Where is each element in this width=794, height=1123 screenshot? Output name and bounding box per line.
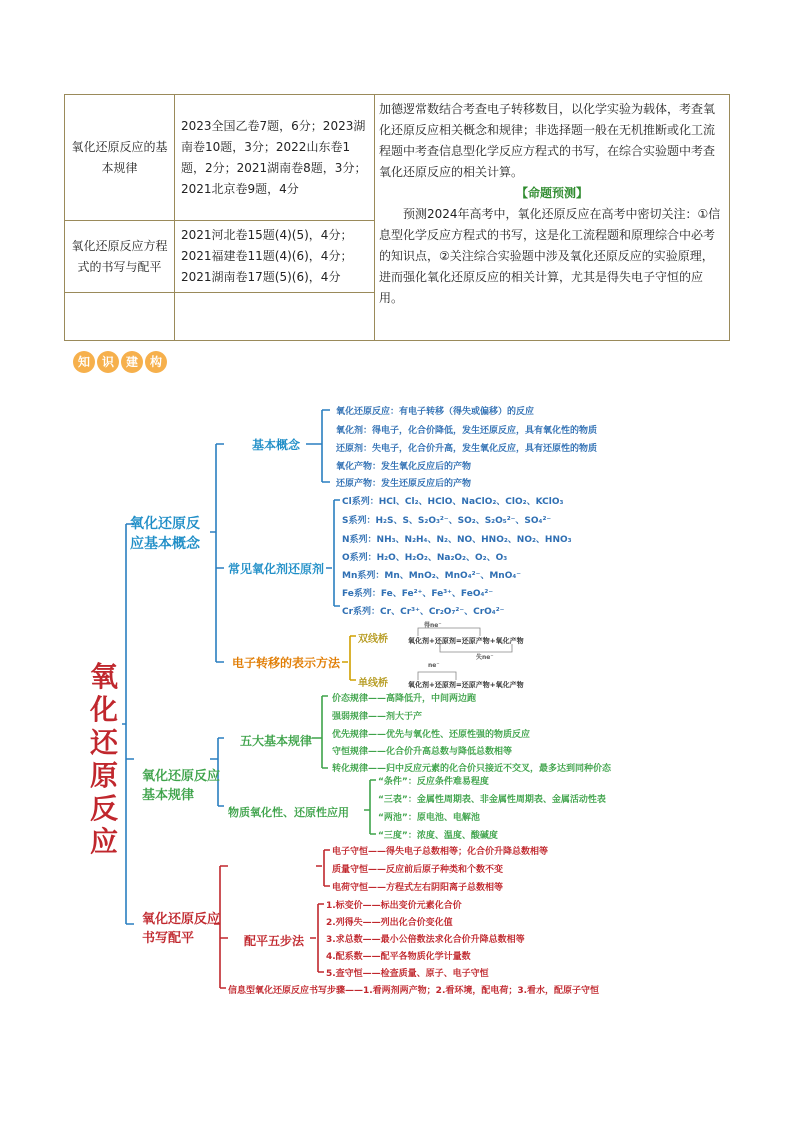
branch-balancing: 氧化还原反应书写配平 — [142, 912, 221, 946]
agent-series: Cr系列：Cr、Cr³⁺、Cr₂O₇²⁻、CrO₄²⁻ — [342, 607, 505, 617]
ne-label: ne⁻ — [428, 662, 440, 669]
section-badge-char: 知 — [73, 351, 95, 373]
agent-series: Mn系列：Mn、MnO₂、MnO₄²⁻、MnO₄⁻ — [342, 571, 522, 581]
concept-item: 还原产物：发生还原反应后的产物 — [336, 479, 472, 489]
rule-item: 转化规律——归中反应元素的化合价只接近不交叉，最多达到同种价态 — [332, 764, 612, 774]
section-badge-char: 建 — [121, 351, 143, 373]
five-rules-title: 五大基本规律 — [240, 734, 313, 748]
branch-basic-concepts: 氧化还原反应基本概念 — [130, 516, 200, 552]
sources-cell: 2023全国乙卷7题，6分；2023湖南卷10题，3分；2022山东卷1题，2分；2021湖南卷8题，3分；2021北京卷9题，4分 — [175, 95, 375, 221]
mindmap-root: 氧化还原反应 — [89, 660, 118, 858]
single-bridge-equation: 氧化剂+还原剂=还原产物+氧化产物 — [408, 681, 524, 689]
apply-item: “三度”：浓度、温度、酸碱度 — [378, 831, 498, 841]
empty-cell — [175, 293, 375, 341]
steps-title: 配平五步法 — [244, 934, 305, 948]
transfer-title: 电子转移的表示方法 — [232, 656, 341, 670]
rule-item: 价态规律——高降低升，中间两边跑 — [332, 694, 477, 704]
forecast-text: 预测2024年高考中，氧化还原反应在高考中密切关注：①信息型化学反应方程式的书写，这是化工流程题和原理综合中必考的知识点，②关注综合实验题中涉及氧化还原反应的实验原理，进而强化氧化还原反应的相关计算，尤其是得失电子守恒的应用。 — [379, 207, 721, 305]
topic-cell: 氧化还原反应方程式的书写与配平 — [65, 221, 175, 293]
rule-item: 强弱规律——剂大于产 — [332, 712, 423, 722]
section-badge-char: 识 — [97, 351, 119, 373]
agent-series: O系列：H₂O、H₂O₂、Na₂O₂、O₂、O₃ — [342, 553, 508, 563]
concept-item: 氧化还原反应：有电子转移（得失或偏移）的反应 — [336, 407, 535, 417]
agent-series: S系列：H₂S、S、S₂O₃²⁻、SO₂、S₂O₅²⁻、SO₄²⁻ — [342, 516, 552, 526]
forecast-heading: 【命题预测】 — [515, 186, 588, 200]
double-bridge-equation: 氧化剂+还原剂=还原产物+氧化产物 — [408, 637, 524, 645]
step-item: 5.查守恒——检查质量、原子、电子守恒 — [326, 969, 489, 979]
apply-item: “条件”：反应条件难易程度 — [378, 777, 489, 787]
principle-item: 电子守恒——得失电子总数相等；化合价升降总数相等 — [332, 847, 549, 857]
gain-electrons-label: 得ne⁻ — [424, 622, 442, 629]
agent-series: Cl系列：HCl、Cl₂、HClO、NaClO₂、ClO₂、KClO₃ — [342, 497, 564, 507]
empty-cell — [65, 293, 175, 341]
info-steps: 信息型氧化还原反应书写步骤——1.看两剂两产物；2.看环境，配电荷；3.看水，配原子守恒 — [228, 986, 600, 996]
concept-item: 氧化产物：发生氧化反应后的产物 — [336, 462, 472, 472]
step-item: 4.配系数——配平各物质化学计量数 — [326, 952, 471, 962]
agent-series: N系列：NH₃、N₂H₄、N₂、NO、HNO₂、NO₂、HNO₃ — [342, 535, 572, 545]
step-item: 2.列得失——列出化合价变化值 — [326, 918, 453, 928]
lose-electrons-label: 失ne⁻ — [476, 654, 494, 661]
rule-item: 守恒规律——化合价升高总数与降低总数相等 — [332, 747, 513, 757]
sources-cell: 2021河北卷15题(4)(5)，4分；2021福建卷11题(4)(6)，4分；2021湖南卷17题(5)(6)，4分 — [175, 221, 375, 293]
exam-analysis-table — [64, 94, 730, 341]
step-item: 1.标变价——标出变价元素化合价 — [326, 901, 462, 911]
apply-title: 物质氧化性、还原性应用 — [228, 806, 349, 819]
apply-item: “两池”：原电池、电解池 — [378, 813, 480, 823]
analysis-cell — [375, 95, 730, 341]
principle-item: 质量守恒——反应前后原子种类和个数不变 — [332, 865, 504, 875]
branch-basic-rules: 氧化还原反应基本规律 — [142, 769, 221, 803]
analysis-text: 加德逻常数结合考查电子转移数目，以化学实验为载体，考查氧化还原反应相关概念和规律；非选择题一般在无机推断或化工流程题中考查信息型化学反应方程式的书写，在综合实验题中考查氧化还原反应的相关计算。 — [379, 102, 716, 179]
single-bridge-label: 单线桥 — [358, 678, 388, 689]
double-bridge-label: 双线桥 — [358, 634, 388, 645]
topic-cell: 氧化还原反应的基本规律 — [65, 95, 175, 221]
concepts-title: 基本概念 — [252, 438, 301, 452]
agent-series: Fe系列：Fe、Fe²⁺、Fe³⁺、FeO₄²⁻ — [342, 589, 494, 599]
knowledge-mindmap — [74, 404, 724, 1004]
step-item: 3.求总数——最小公倍数法求化合价升降总数相等 — [326, 935, 525, 945]
concept-item: 还原剂：失电子，化合价升高，发生氧化反应，具有还原性的物质 — [336, 444, 598, 454]
principle-item: 电荷守恒——方程式左右阴阳离子总数相等 — [332, 883, 504, 893]
apply-item: “三表”：金属性周期表、非金属性周期表、金属活动性表 — [378, 795, 606, 805]
rule-item: 优先规律——优先与氧化性、还原性强的物质反应 — [332, 730, 531, 740]
section-badge-char: 构 — [145, 351, 167, 373]
agents-title: 常见氧化剂还原剂 — [228, 562, 325, 576]
concept-item: 氧化剂：得电子，化合价降低，发生还原反应，具有氧化性的物质 — [336, 426, 598, 436]
